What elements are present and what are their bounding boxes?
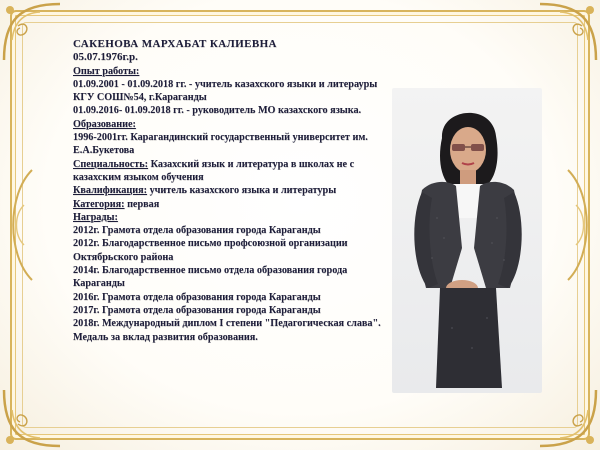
education-heading: Образование: bbox=[73, 118, 136, 130]
qualification-label: Квалификация: bbox=[73, 185, 148, 197]
portrait-photo bbox=[392, 88, 542, 393]
specialty-text: Казахский язык и литература в школах не с казахским языком обучения bbox=[73, 158, 355, 183]
qualification-line bbox=[73, 184, 393, 197]
corner-ornament-icon bbox=[0, 0, 80, 80]
award-item: 2014г. Благодарственное письмо отдела образования города Караганды bbox=[73, 265, 348, 290]
person-dob: 05.07.1976г.р. bbox=[73, 51, 138, 64]
award-item: 2012г. Благодарственное письмо профсоюзной организации Октябрьского района bbox=[73, 238, 348, 263]
award-item: 2017г. Грамота отдела образования города Караганды bbox=[73, 304, 321, 316]
award-item: 2018г. Международный диплом I степени "Педагогическая слава". Медаль за вклад развития образования. bbox=[73, 318, 381, 343]
side-swirl-icon bbox=[2, 165, 42, 285]
person-portrait-icon bbox=[392, 88, 542, 393]
experience-heading: Опыт работы: bbox=[73, 65, 140, 77]
specialty-line bbox=[73, 158, 393, 185]
education-text: 1996-2001гг. Карагандинский государственный университет им. Е.А.Букетова bbox=[73, 132, 368, 157]
experience-line: 01.09.2016- 01.09.2018 гг. - руководитель МО казахского языка. bbox=[73, 105, 362, 117]
awards-heading: Награды: bbox=[73, 211, 118, 223]
category-text: первая bbox=[124, 198, 160, 210]
specialty-label: Специальность: bbox=[73, 158, 149, 170]
category-line bbox=[73, 198, 393, 211]
award-item: 2012г. Грамота отдела образования города Караганды bbox=[73, 225, 321, 237]
person-name: САКЕНОВА МАРХАБАТ КАЛИЕВНА bbox=[73, 38, 277, 50]
experience-line: 01.09.2001 - 01.09.2018 гг. - учитель казахского языки и литерауры КГУ СОШ№54, г.Караганды bbox=[73, 78, 378, 104]
award-item: 2016г. Грамота отдела образования города Караганды bbox=[73, 291, 321, 303]
corner-ornament-icon bbox=[520, 0, 600, 80]
qualification-text: учитель казахского языка и литературы bbox=[147, 185, 337, 197]
biography-text bbox=[73, 38, 393, 344]
category-label: Категория: bbox=[73, 198, 125, 210]
side-swirl-icon bbox=[558, 165, 598, 285]
corner-ornament-icon bbox=[0, 370, 80, 450]
